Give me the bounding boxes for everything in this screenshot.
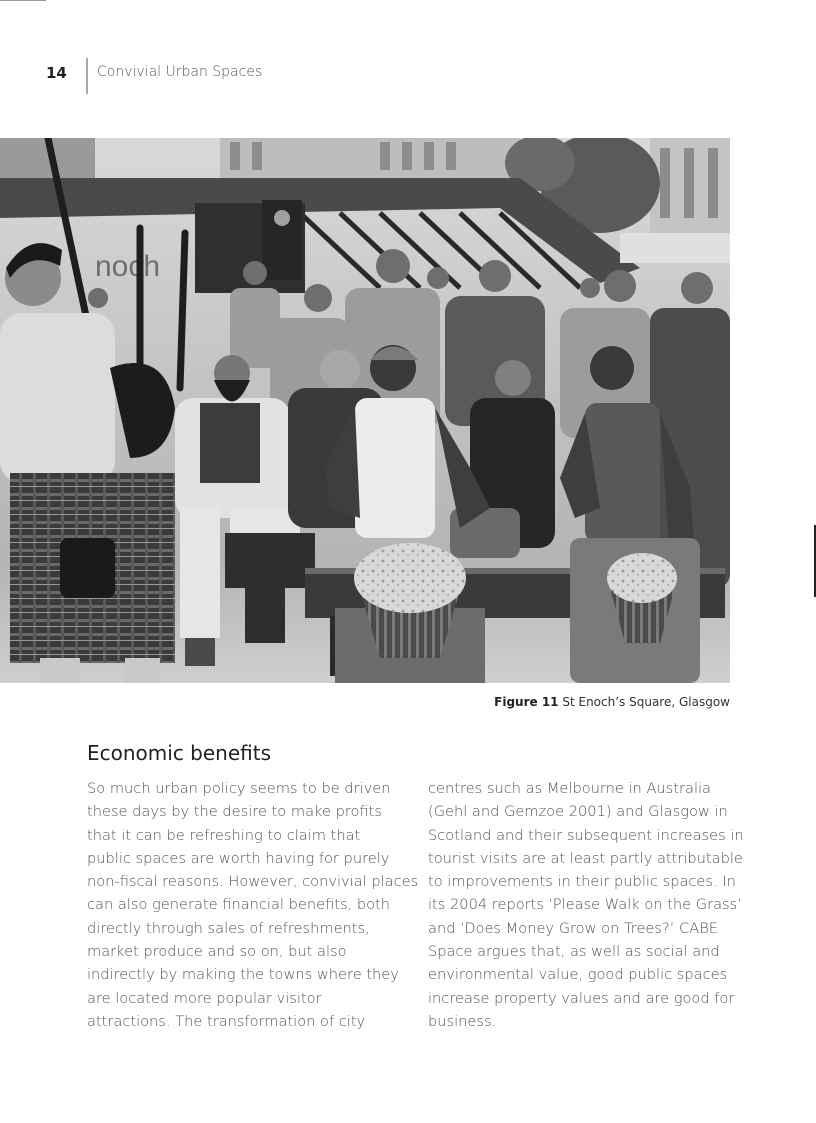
body-line: and ‘Does Money Grow on Trees?’ CABE: [428, 919, 718, 937]
section-heading: Economic benefits: [87, 741, 272, 765]
body-line: business.: [428, 1012, 497, 1030]
body-line: attractions. The transformation of city: [87, 1012, 366, 1030]
figure-caption-text: St Enoch’s Square, Glasgow: [562, 695, 730, 709]
body-line: non-fiscal reasons. However, convivial places: [87, 873, 419, 891]
body-line: public spaces are worth having for purely: [87, 849, 390, 867]
photo-figure: [0, 138, 730, 683]
body-line: Space argues that, as well as social and: [428, 943, 720, 961]
body-line: directly through sales of refreshments,: [87, 919, 370, 937]
figure-label: Figure 11: [494, 695, 559, 709]
body-line: to improvements in their public spaces. In: [428, 873, 736, 891]
street-performers-photo: [0, 138, 730, 683]
body-line: these days by the desire to make profits: [87, 803, 382, 821]
body-line: Scotland and their subsequent increases in: [428, 826, 744, 844]
body-line: (Gehl and Gemzoe 2001) and Glasgow in: [428, 803, 728, 821]
body-column-left: [87, 777, 419, 1033]
header-divider: [86, 58, 88, 94]
running-title: Convivial Urban Spaces: [97, 64, 263, 80]
body-column-right: [428, 777, 748, 1033]
body-line: tourist visits are at least partly attributable: [428, 849, 743, 867]
body-line: increase property values and are good for: [428, 989, 735, 1007]
station-sign-text: noch: [95, 250, 161, 283]
page-number: 14: [46, 64, 67, 82]
figure-caption: [494, 695, 730, 709]
body-line: are located more popular visitor: [87, 989, 322, 1007]
body-line: indirectly by making the towns where they: [87, 966, 399, 984]
corner-crop-mark: [0, 0, 46, 1]
body-line: So much urban policy seems to be driven: [87, 780, 391, 797]
body-line: that it can be refreshing to claim that: [87, 826, 361, 844]
body-line: can also generate financial benefits, both: [87, 896, 391, 914]
body-line: its 2004 reports ‘Please Walk on the Grass’: [428, 896, 742, 914]
body-line: market produce and so on, but also: [87, 943, 347, 961]
body-line: centres such as Melbourne in Australia: [428, 780, 711, 797]
body-line: environmental value, good public spaces: [428, 966, 728, 984]
